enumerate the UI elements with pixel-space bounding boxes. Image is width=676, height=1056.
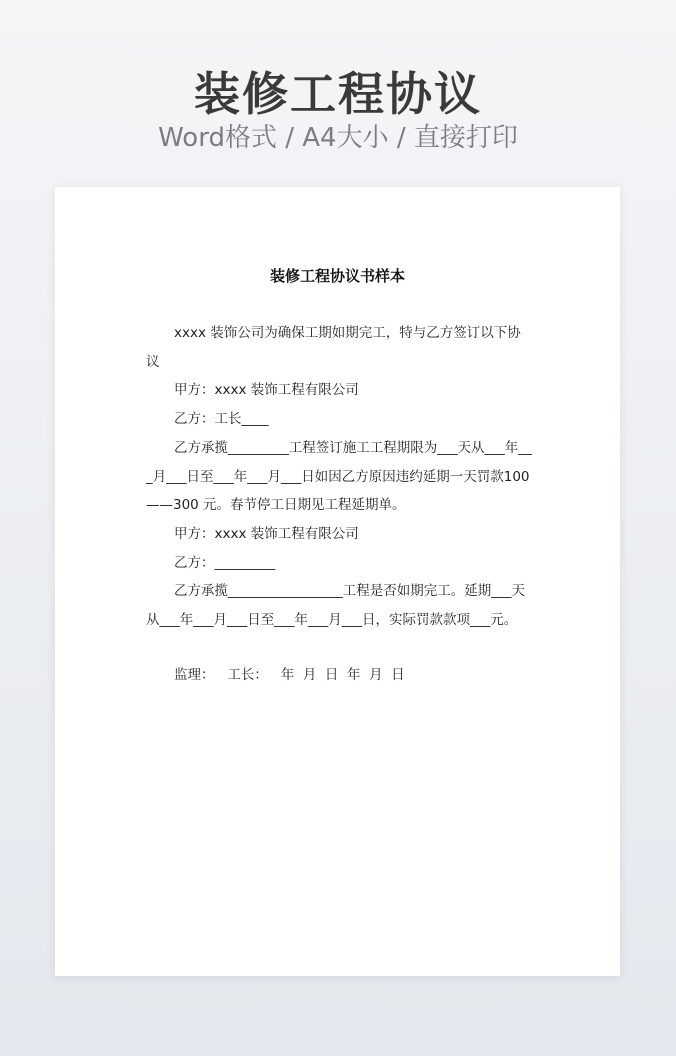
paragraph-delay-terms: 乙方承揽_________________工程是否如期完工。延期___天从___年___月___日至___年___月___日，实际罚款款项___元。: [146, 583, 525, 629]
document-page: [55, 187, 620, 976]
document-body: [146, 319, 532, 635]
banner-subtitle: Word格式 / A4大小 / 直接打印: [158, 123, 518, 153]
paragraph-terms: 乙方承揽_________工程签订施工工程期限为___天从___年___月___日至___年___月___日如因乙方原因违约延期一天罚款100——300 元。春节停工日期见工程延期单。: [146, 439, 532, 514]
signature-line: 监理： 工长： 年 月 日 年 月 日: [174, 667, 405, 683]
paragraph-party-a-2: 甲方：xxxx 装饰工程有限公司: [174, 525, 359, 542]
paragraph-party-b: 乙方：工长____: [174, 411, 269, 428]
paragraph-party-a: 甲方：xxxx 装饰工程有限公司: [174, 382, 359, 399]
paragraph-intro: xxxx 装饰公司为确保工期如期完工，特与乙方签订以下协议: [146, 325, 521, 370]
paragraph-party-b-2: 乙方：_________: [174, 554, 276, 571]
document-title: 装修工程协议书样本: [269, 267, 405, 285]
banner-title: 装修工程协议: [194, 67, 482, 121]
